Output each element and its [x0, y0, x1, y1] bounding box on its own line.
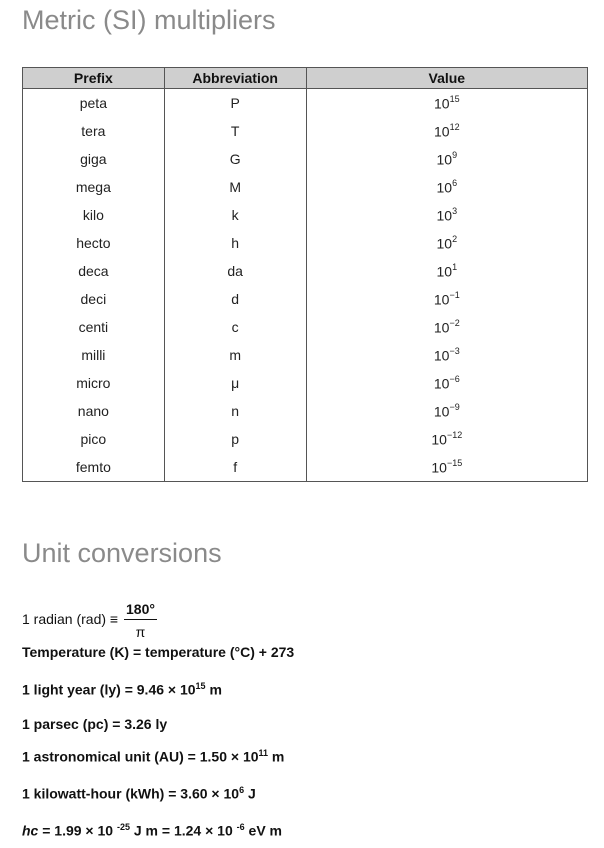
- table-row: [23, 425, 588, 453]
- kwh-text: 1 kilowatt-hour (kWh) = 3.60 × 10: [22, 785, 240, 802]
- cell-prefix: micro: [23, 369, 165, 397]
- table-row: [23, 201, 588, 229]
- table-row: [23, 285, 588, 313]
- value-exponent: −6: [449, 373, 460, 384]
- value-exponent: 3: [452, 205, 458, 216]
- kwh-exponent: 6: [239, 785, 245, 795]
- cell-prefix: centi: [23, 313, 165, 341]
- table-row: [23, 173, 588, 201]
- cell-abbreviation: G: [164, 145, 306, 173]
- column-header-prefix: Prefix: [23, 68, 165, 89]
- cell-value: [306, 173, 587, 201]
- cell-prefix: mega: [23, 173, 165, 201]
- table-body: [23, 89, 588, 482]
- value-base: 10: [436, 207, 453, 224]
- section-heading-unit-conversions: Unit conversions: [22, 538, 222, 568]
- formula-hc: [22, 822, 282, 839]
- value-base: 10: [436, 179, 453, 196]
- table-row: [23, 341, 588, 369]
- cell-prefix: hecto: [23, 229, 165, 257]
- cell-abbreviation: k: [164, 201, 306, 229]
- hc-exponent1: -25: [116, 822, 130, 832]
- cell-value: [306, 313, 587, 341]
- value-base: 10: [434, 95, 450, 112]
- value-exponent: 2: [452, 233, 458, 244]
- radian-lhs: 1 radian (rad) ≡: [22, 611, 119, 628]
- light-year-unit: m: [205, 681, 222, 698]
- value-exponent: −2: [449, 317, 460, 328]
- value-base: 10: [433, 319, 450, 336]
- value-base: 10: [433, 403, 450, 420]
- value-exponent: −3: [449, 345, 460, 356]
- section-heading-metric-multipliers: Metric (SI) multipliers: [22, 5, 276, 35]
- value-exponent: −12: [446, 429, 463, 440]
- value-base: 10: [434, 123, 450, 140]
- cell-value: [306, 397, 587, 425]
- formula-astronomical-unit: [22, 748, 284, 765]
- cell-abbreviation: n: [164, 397, 306, 425]
- cell-prefix: deci: [23, 285, 165, 313]
- hc-part2: J m = 1.24 × 10: [129, 822, 237, 839]
- table-row: [23, 369, 588, 397]
- cell-value: [306, 285, 587, 313]
- hc-part3: eV m: [244, 822, 282, 839]
- value-base: 10: [433, 347, 450, 364]
- formula-parsec: 1 parsec (pc) = 3.26 ly: [22, 716, 168, 732]
- table-row: [23, 313, 588, 341]
- cell-prefix: tera: [23, 117, 165, 145]
- cell-value: [306, 369, 587, 397]
- au-unit: m: [268, 748, 285, 765]
- cell-prefix: giga: [23, 145, 165, 173]
- formula-radian: [22, 601, 157, 640]
- value-exponent: 12: [449, 121, 460, 132]
- radian-fraction: [124, 601, 157, 640]
- cell-prefix: milli: [23, 341, 165, 369]
- cell-abbreviation: f: [164, 453, 306, 482]
- value-base: 10: [436, 151, 453, 168]
- cell-abbreviation: p: [164, 425, 306, 453]
- hc-part1: = 1.99 × 10: [38, 822, 117, 839]
- value-exponent: 9: [452, 149, 458, 160]
- kwh-unit: J: [244, 785, 256, 802]
- cell-value: [306, 229, 587, 257]
- value-base: 10: [431, 459, 447, 476]
- cell-value: [306, 117, 587, 145]
- value-exponent: −15: [446, 457, 463, 468]
- cell-abbreviation: μ: [164, 369, 306, 397]
- cell-abbreviation: da: [164, 257, 306, 285]
- cell-value: [306, 425, 587, 453]
- light-year-text: 1 light year (ly) = 9.46 × 10: [22, 681, 196, 698]
- cell-abbreviation: M: [164, 173, 306, 201]
- cell-abbreviation: T: [164, 117, 306, 145]
- cell-abbreviation: c: [164, 313, 306, 341]
- value-exponent: −9: [449, 401, 460, 412]
- value-exponent: −1: [449, 289, 460, 300]
- table-header-row: [23, 68, 588, 89]
- value-base: 10: [433, 291, 450, 308]
- cell-value: [306, 453, 587, 482]
- au-text: 1 astronomical unit (AU) = 1.50 × 10: [22, 748, 259, 765]
- au-exponent: 11: [258, 748, 269, 758]
- cell-prefix: kilo: [23, 201, 165, 229]
- cell-value: [306, 89, 587, 118]
- cell-prefix: deca: [23, 257, 165, 285]
- cell-abbreviation: m: [164, 341, 306, 369]
- formula-light-year: [22, 681, 222, 698]
- column-header-value: Value: [306, 68, 587, 89]
- value-base: 10: [436, 235, 453, 252]
- radian-denominator: π: [135, 624, 146, 640]
- value-exponent: 15: [449, 93, 460, 104]
- formula-temperature: Temperature (K) = temperature (°C) + 273: [22, 644, 295, 660]
- cell-prefix: femto: [23, 453, 165, 482]
- light-year-exponent: 15: [195, 681, 206, 691]
- cell-value: [306, 257, 587, 285]
- value-base: 10: [431, 431, 447, 448]
- hc-symbol: hc: [22, 822, 39, 839]
- cell-abbreviation: d: [164, 285, 306, 313]
- value-base: 10: [433, 375, 450, 392]
- table-row: [23, 453, 588, 482]
- cell-abbreviation: h: [164, 229, 306, 257]
- table-row: [23, 117, 588, 145]
- table-row: [23, 397, 588, 425]
- value-exponent: 6: [452, 177, 458, 188]
- formula-kilowatt-hour: [22, 785, 256, 802]
- value-base: 10: [436, 263, 453, 280]
- table-row: [23, 229, 588, 257]
- radian-numerator: 180°: [124, 601, 157, 620]
- cell-prefix: pico: [23, 425, 165, 453]
- table-row: [23, 257, 588, 285]
- table-row: [23, 89, 588, 118]
- table-row: [23, 145, 588, 173]
- value-exponent: 1: [452, 261, 458, 272]
- cell-prefix: peta: [23, 89, 165, 118]
- hc-exponent2: -6: [236, 822, 245, 832]
- cell-prefix: nano: [23, 397, 165, 425]
- column-header-abbreviation: Abbreviation: [164, 68, 306, 89]
- cell-value: [306, 341, 587, 369]
- cell-value: [306, 201, 587, 229]
- si-multipliers-table: [22, 67, 588, 482]
- cell-value: [306, 145, 587, 173]
- cell-abbreviation: P: [164, 89, 306, 118]
